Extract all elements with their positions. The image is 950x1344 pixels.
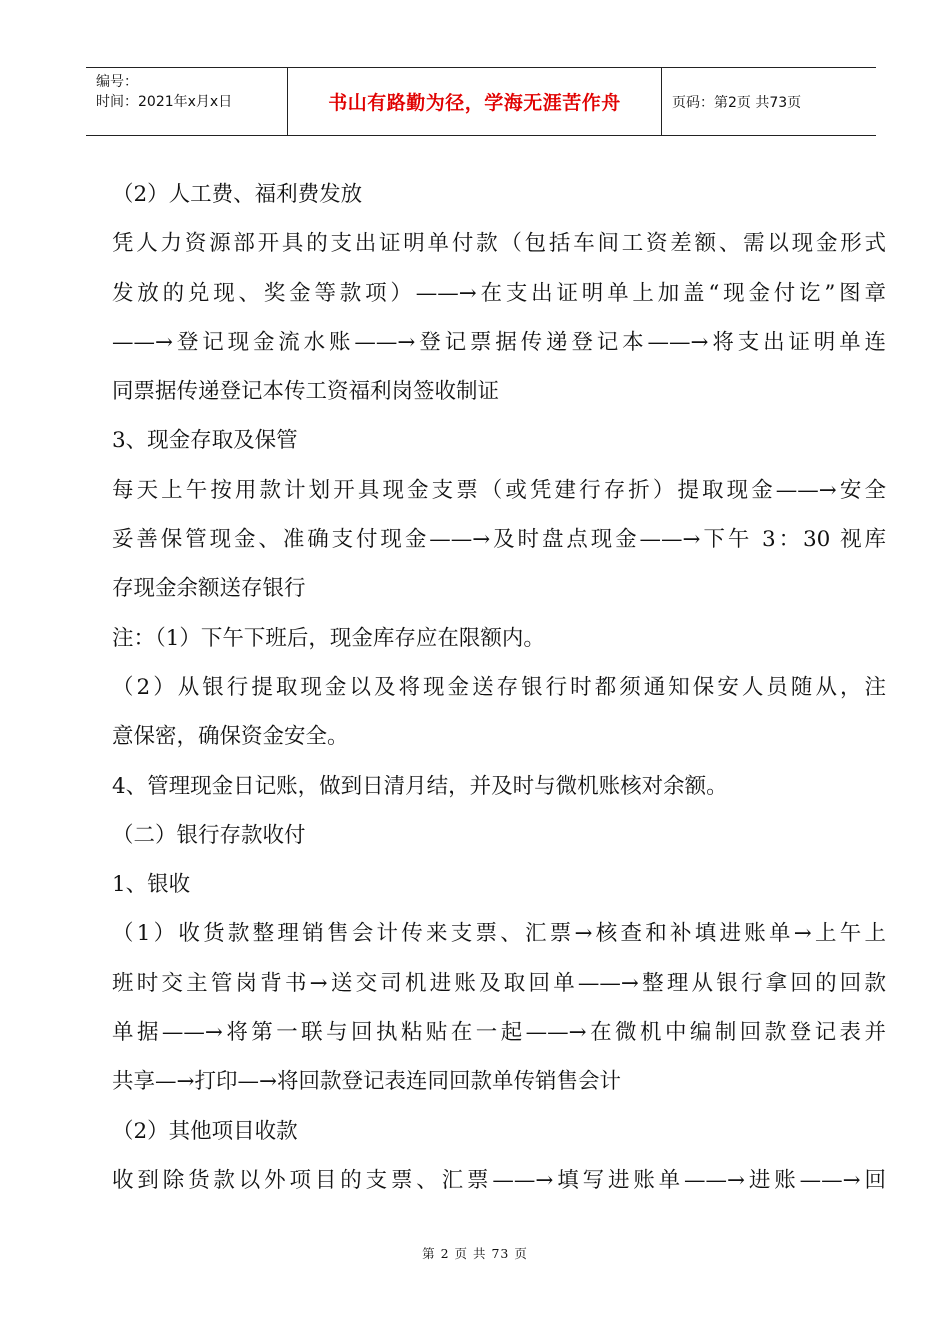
paragraph-line: （1）收货款整理销售会计传来支票、汇票→核查和补填进账单→上午上	[112, 921, 886, 947]
motto-text: 书山有路勤为径，学海无涯苦作舟	[328, 92, 621, 114]
document-body	[112, 170, 886, 1205]
heading-bank-receipt: 1、银收	[112, 872, 191, 898]
heading-other-receipts: （2）其他项目收款	[112, 1118, 298, 1144]
page-footer: 第 2 页 共 73 页	[422, 1246, 528, 1261]
note-line: （2）从银行提取现金以及将现金送存银行时都须通知保安人员随从，注	[112, 674, 886, 700]
paragraph-line: 班时交主管岗背书→送交司机进账及取回单——→整理从银行拿回的回款	[112, 970, 886, 996]
note-line: 意保密，确保资金安全。	[112, 724, 349, 750]
paragraph-line: 同票据传递登记本传工资福利岗签收制证	[112, 379, 500, 405]
paragraph-line: 每天上午按用款计划开具现金支票（或凭建行存折）提取现金——→安全	[112, 477, 886, 503]
paragraph-line: 发放的兑现、奖金等款项）——→在支出证明单上加盖“现金付讫”图章	[112, 280, 886, 306]
serial-number-label: 编号：	[96, 74, 138, 90]
paragraph-line: 凭人力资源部开具的支出证明单付款（包括车间工资差额、需以现金形式	[112, 231, 886, 257]
paragraph-line: 收到除货款以外项目的支票、汇票——→填写进账单——→进账——→回	[112, 1167, 886, 1193]
paragraph-line: 妥善保管现金、准确支付现金——→及时盘点现金——→下午 3：30 视库	[112, 527, 886, 553]
heading-cash-journal: 4、管理现金日记账，做到日清月结，并及时与微机账核对余额。	[112, 773, 728, 799]
paragraph-line: 共享—→打印—→将回款登记表连同回款单传销售会计	[112, 1069, 622, 1095]
heading-cash-storage: 3、现金存取及保管	[112, 428, 298, 454]
time-label: 时间：2021年x月x日	[96, 94, 233, 110]
header-meta-cell	[86, 68, 288, 135]
paragraph-line: 存现金余额送存银行	[112, 576, 306, 602]
header-page-cell	[662, 68, 876, 135]
paragraph-line: 单据——→将第一联与回执粘贴在一起——→在微机中编制回款登记表并	[112, 1020, 886, 1046]
header-table	[86, 67, 876, 136]
page-info: 页码：第2页 共73页	[672, 94, 802, 111]
heading-labor-welfare: （2）人工费、福利费发放	[112, 182, 363, 207]
header-motto-cell	[288, 68, 662, 135]
heading-bank-deposit: （二）银行存款收付	[112, 822, 306, 848]
note-line: 注：（1）下午下班后，现金库存应在限额内。	[112, 625, 545, 651]
paragraph-line: ——→登记现金流水账——→登记票据传递登记本——→将支出证明单连	[112, 329, 886, 355]
